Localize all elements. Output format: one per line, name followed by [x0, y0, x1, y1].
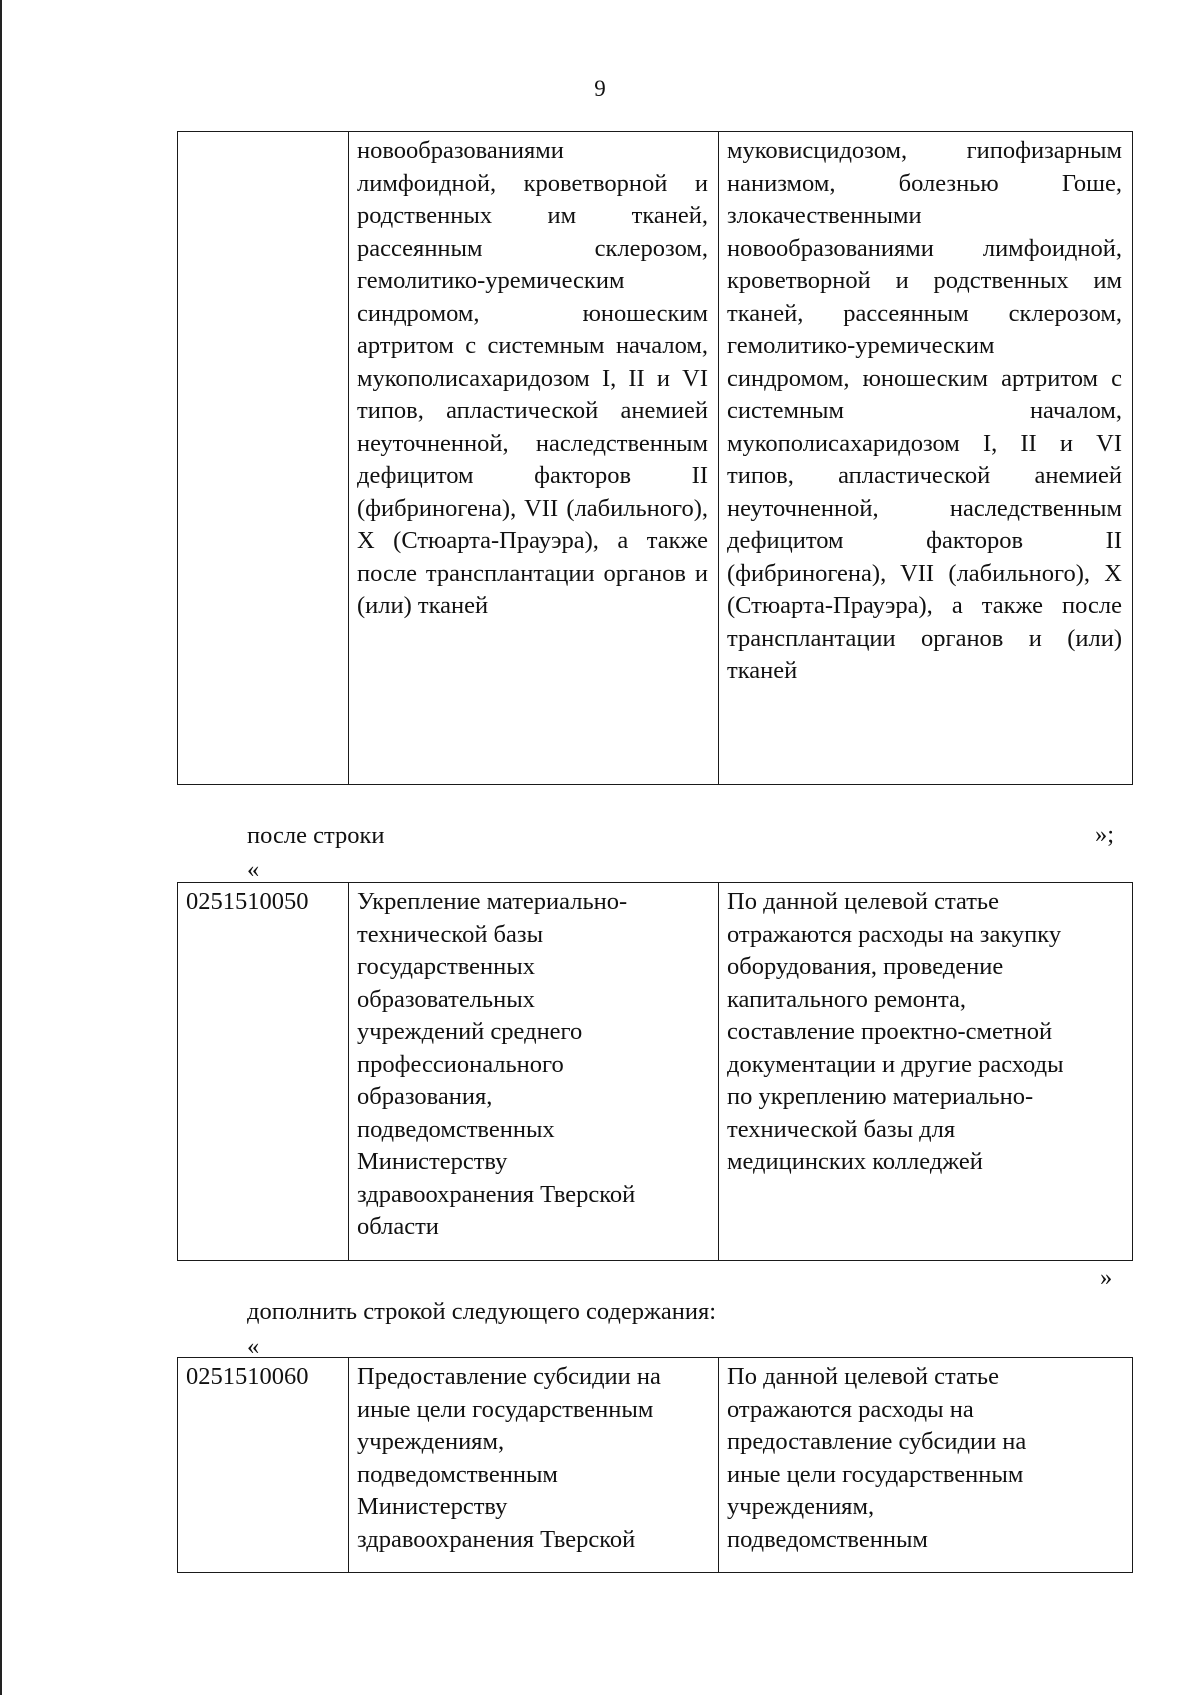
closing-quote: »; — [1095, 821, 1115, 848]
description-cell: муковисцидозом, гипофизарным нанизмом, болезнью Гоше, злокачественными новообразованиями лимфоидной, кроветворной и родственных им тканей, рассеянным склерозом, гемолитико-уремическим синдромом, юношеским артритом с системным началом, мукополисахаридозом I, II и VI типов, апластической анемией неуточненной, наследственным дефицитом факторов II (фибриногена), VII (лабильного), X (Стюарта-Прауэра), а также после трансплантации органов и (или) тканей — [719, 132, 1133, 785]
opening-quote: « — [247, 856, 260, 883]
name-cell: новообразованиями лимфоидной, кроветворной и родственных им тканей, рассеянным склерозом, гемолитико-уремическим синдромом, юношеским артритом с системным началом, мукополисахаридозом I, II и VI типов, апластической анемией неуточненной, наследственным дефицитом факторов II (фибриногена), VII (лабильного), X (Стюарта-Прауэра), а также после трансплантации органов и (или) тканей — [349, 132, 719, 785]
new-row-table — [177, 1357, 1133, 1573]
closing-quote: » — [1100, 1264, 1113, 1291]
code-cell — [178, 132, 349, 785]
table-row — [178, 883, 1133, 1261]
existing-row-table — [177, 882, 1133, 1261]
name-cell: Укрепление материально- технической базы государственных образовательных учреждений среднего профессионального образования, подведомственных Министерству здравоохранения Тверской области — [349, 883, 719, 1261]
after-row-text: после строки — [247, 822, 385, 849]
description-cell: По данной целевой статье отражаются расходы на предоставление субсидии на иные цели государственным учреждениям, подведомственным — [719, 1358, 1133, 1573]
opening-quote: « — [247, 1333, 260, 1360]
code-cell: 0251510050 — [178, 883, 349, 1261]
code-cell: 0251510060 — [178, 1358, 349, 1573]
continuation-table — [177, 131, 1133, 785]
scan-edge-line — [0, 0, 2, 1695]
page-number: 9 — [594, 76, 606, 101]
table-row — [178, 1358, 1133, 1573]
table-row — [178, 132, 1133, 785]
supplement-text: дополнить строкой следующего содержания: — [247, 1298, 717, 1325]
name-cell: Предоставление субсидии на иные цели государственным учреждениям, подведомственным Министерству здравоохранения Тверской — [349, 1358, 719, 1573]
description-cell: По данной целевой статье отражаются расходы на закупку оборудования, проведение капитального ремонта, составление проектно-сметной документации и другие расходы по укреплению материально- технической базы для медицинских колледжей — [719, 883, 1133, 1261]
